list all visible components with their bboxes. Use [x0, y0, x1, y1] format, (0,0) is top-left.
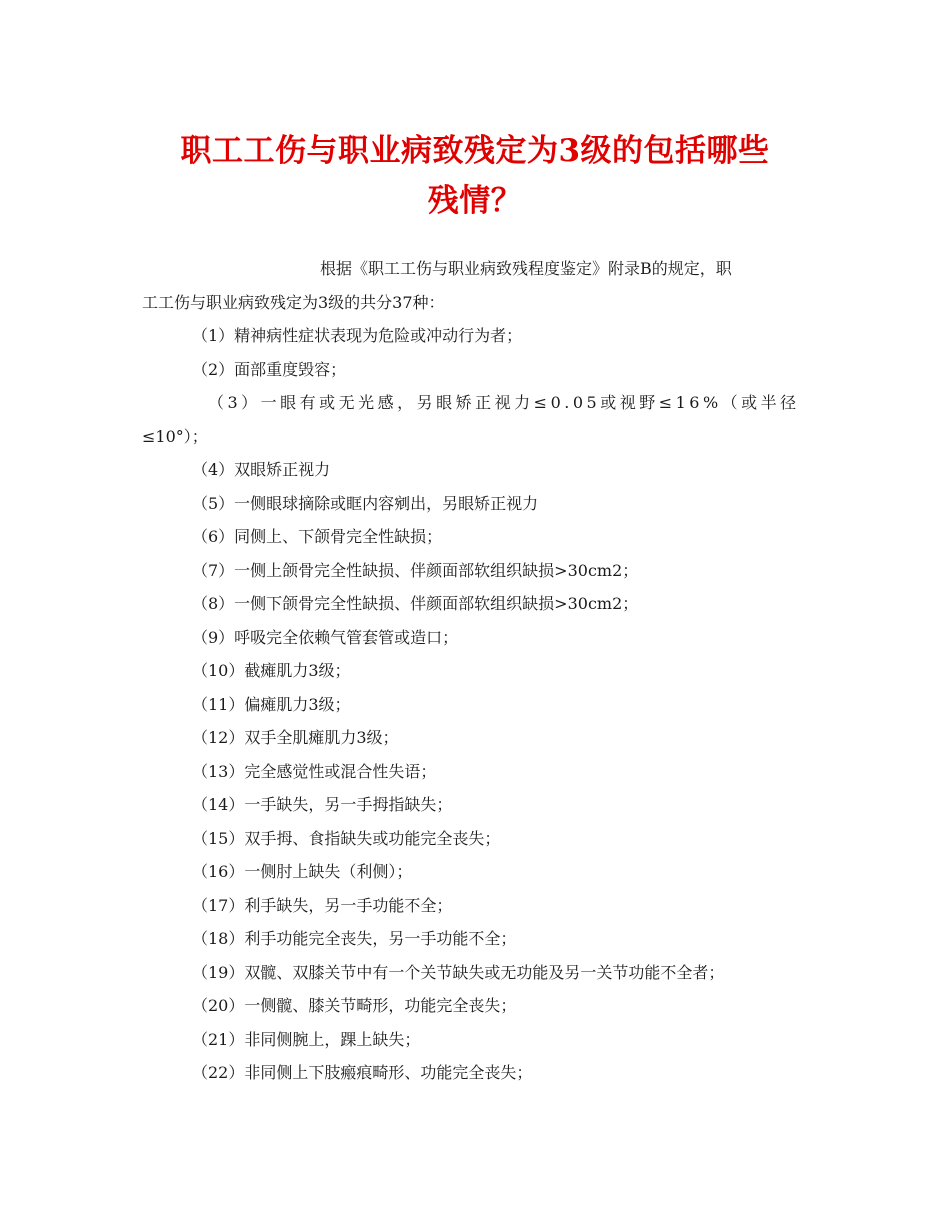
list-item: （18）利手功能完全丧失，另一手功能不全； — [192, 929, 517, 948]
list-item: （13）完全感觉性或混合性失语； — [192, 761, 437, 781]
list-item: （15）双手拇、食指缺失或功能完全丧失； — [192, 828, 501, 848]
list-item: （11）偏瘫肌力3级； — [192, 694, 351, 714]
list-item: （20）一侧髋、膝关节畸形，功能完全丧失； — [192, 996, 517, 1015]
list-item: （2）面部重度毁容； — [192, 359, 347, 379]
list-item: （22）非同侧上下肢瘢痕畸形、功能完全丧失； — [192, 1063, 533, 1082]
list-item: （1）精神病性症状表现为危险或冲动行为者； — [192, 326, 523, 345]
list-item: （10）截瘫肌力3级； — [192, 661, 351, 680]
document-title — [130, 126, 820, 226]
list-item: （19）双髋、双膝关节中有一个关节缺失或无功能及另一关节功能不全者； — [192, 962, 725, 982]
list-item: （7）一侧上颌骨完全性缺损、伴颜面部软组织缺损>30cm2； — [192, 560, 639, 580]
list-item-continuation: ≤10°）； — [142, 426, 208, 446]
list-item: （3）一眼有或无光感，另眼矫正视力≤0.05或视野≤16%（或半径 — [208, 393, 800, 412]
title-line-2: 残情？ — [427, 183, 523, 219]
list-item: （16）一侧肘上缺失（利侧）； — [192, 862, 413, 881]
list-item: （21）非同侧腕上，踝上缺失； — [192, 1029, 421, 1049]
list-item: （4）双眼矫正视力 — [192, 460, 331, 479]
list-item: （17）利手缺失，另一手功能不全； — [192, 895, 453, 915]
list-item: （9）呼吸完全依赖气管套管或造口； — [192, 627, 459, 647]
list-item: （5）一侧眼球摘除或眶内容剜出，另眼矫正视力 — [192, 493, 539, 513]
intro-paragraph-line-2: 工工伤与职业病致残定为3级的共分37种： — [142, 292, 445, 312]
list-item: （8）一侧下颌骨完全性缺损、伴颜面部软组织缺损>30cm2； — [192, 594, 639, 613]
list-item: （6）同侧上、下颌骨完全性缺损； — [192, 527, 443, 546]
list-item: （12）双手全肌瘫肌力3级； — [192, 728, 399, 747]
list-item: （14）一手缺失，另一手拇指缺失； — [192, 795, 453, 814]
document-body — [142, 252, 814, 1090]
intro-paragraph-line-1: 根据《职工工伤与职业病致残程度鉴定》附录B的规定，职 — [320, 259, 732, 278]
title-line-1: 职工工伤与职业病致残定为3级的包括哪些 — [180, 133, 770, 169]
